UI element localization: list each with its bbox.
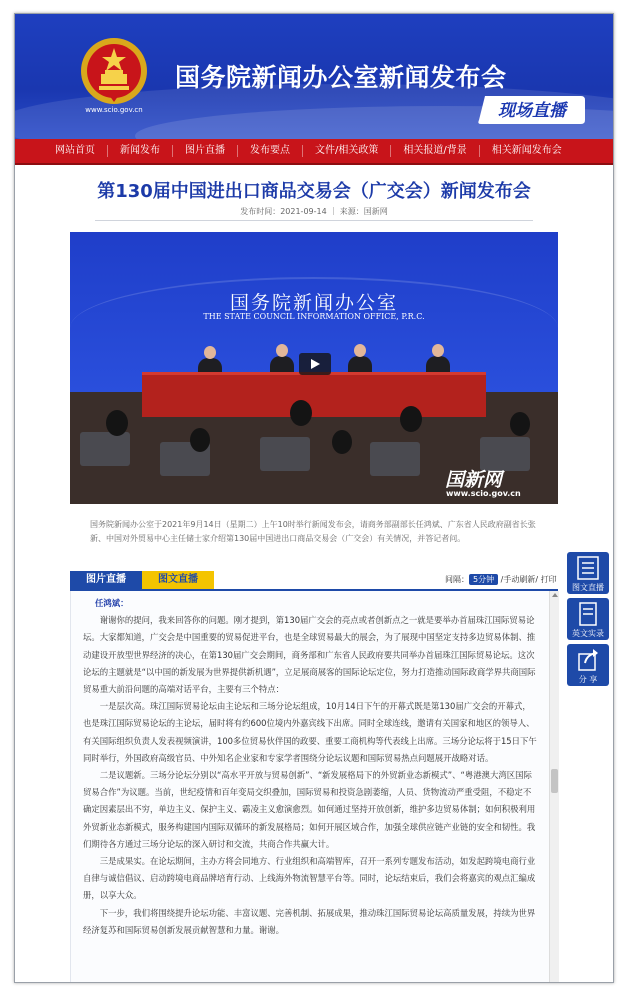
divider	[95, 220, 533, 221]
nav-item-key-points[interactable]: 发布要点	[238, 145, 303, 157]
scroll-thumb[interactable]	[551, 769, 558, 793]
watermark-logo: 国新网	[445, 469, 503, 491]
side-toolbar	[567, 552, 609, 690]
share-button[interactable]	[567, 644, 609, 686]
page-frame	[14, 13, 614, 983]
transcript-text	[83, 595, 538, 939]
national-emblem-icon	[79, 36, 149, 106]
tab-text-live[interactable]: 图文直播	[142, 571, 214, 589]
transcript-paragraph: 三是成果实。在论坛期间，主办方将会同地方、行业组织和高端智库，召开一系列专题发布活动，如发起跨境电商行业自律与诚信倡议、启动跨境电商品牌培育行动、上线海外物流智慧平台等。同时，论坛结束后，我们会将嘉宾的观点汇编成册，以享大众。	[83, 856, 536, 901]
video-caption: 国务院新闻办公室于2021年9月14日（星期二）上午10时举行新闻发布会，请商务部副部长任鸿斌、广东省人民政府副省长张新、中国对外贸易中心主任储士家介绍第130届中国进出口商品交易会（广交会）有关情况，并答记者问。	[90, 520, 536, 543]
live-tabs	[70, 571, 558, 591]
nav-item-home[interactable]: 网站首页	[15, 145, 108, 157]
nav-item-news-release[interactable]: 新闻发布	[108, 145, 173, 157]
watermark-url: www.scio.gov.cn	[446, 489, 521, 498]
share-icon	[577, 648, 599, 672]
transcript-paragraph: 一是层次高。珠江国际贸易论坛由主论坛和三场分论坛组成，10月14日下午的开幕式既是第130届广交会的开幕式，也是珠江国际贸易论坛的主论坛，届时将有约600位境内外嘉宾线下出席。同时全球连线，邀请有关国家和地区的领导人、有关国际组织负责人发表视频演讲，100多位贸易伙伴国的政要、重要工商机构等代表线上出席。三场分论坛将于15日下午同时举行，外国政府高级官员、中外知名企业家和专家学者围绕分论坛议题和国际贸易热点问题展开战略对话。	[83, 701, 537, 763]
share-label: 分 享	[578, 675, 598, 684]
live-label: 现场直播	[498, 101, 566, 121]
transcript-paragraph: 下一步，我们将围绕提升论坛功能、丰富议题、完善机制、拓展成果，推动珠江国际贸易论坛高质量发展，持续为世界经济复苏和国际贸易创新发展贡献智慧和力量。谢谢。	[83, 907, 536, 935]
video-player[interactable]	[70, 232, 558, 504]
page-title: 第130届中国进出口商品交易会（广交会）新闻发布会	[97, 181, 531, 202]
refresh-tools	[445, 574, 557, 585]
emblem-url: www.scio.gov.cn	[85, 106, 143, 114]
audience-head	[190, 428, 210, 452]
live-badge	[477, 94, 587, 126]
audience-head	[290, 400, 312, 426]
audience-seat	[260, 437, 310, 471]
text-live-label: 图文直播	[572, 583, 604, 592]
audience-head	[400, 406, 422, 432]
english-transcript-button[interactable]	[567, 598, 609, 640]
main-nav	[15, 139, 613, 165]
interval-label: 间隔：	[445, 575, 469, 584]
nav-item-photo-live[interactable]: 图片直播	[173, 145, 238, 157]
hall-name-en: THE STATE COUNCIL INFORMATION OFFICE, P.R.C.	[203, 312, 425, 321]
transcript-paragraph: 二是议题新。三场分论坛分别以“高水平开放与贸易创新”、“新发展格局下的外贸新业态新模式”、“粤港澳大湾区国际贸易合作”为议题。当前，世纪疫情和百年变局交织叠加，国际贸易和投资急剧萎缩，人员、货物流动严重受阻，不稳定不确定因素层出不穷，单边主义、保护主义、霸凌主义愈演愈烈。如何通过坚持开放创新，维护多边贸易体制；如何积极利用外贸新业态新模式，服务构建国内国际双循环的新发展格局；如何开展区域合作，加强全球供应链产业链的安全和韧性。我们期待各方通过三场分论坛的深入研讨和交流，共商合作共赢大计。	[83, 770, 536, 849]
scroll-up-icon[interactable]	[551, 592, 558, 599]
header-banner	[15, 14, 613, 139]
nav-item-reports[interactable]: 相关报道/背景	[391, 145, 479, 157]
transcript-scrollbar[interactable]	[549, 591, 559, 982]
banner-title: 国务院新闻办公室新闻发布会	[175, 63, 507, 92]
hall-name-cn: 国务院新闻办公室	[229, 292, 398, 314]
tab-photo-live[interactable]: 图片直播	[70, 571, 142, 589]
list-icon	[577, 556, 599, 580]
nav-item-documents[interactable]: 文件/相关政策	[303, 145, 391, 157]
document-icon	[577, 602, 599, 626]
article-meta: 发布时间：2021-09-14 ｜ 来源：国新网	[240, 207, 388, 216]
speaker-name: 任鸿斌：	[95, 598, 129, 608]
text-live-button[interactable]	[567, 552, 609, 594]
audience-seat	[80, 432, 130, 466]
press-desk	[142, 372, 486, 417]
refresh-print-links[interactable]: /手动刷新/ 打印	[498, 575, 557, 584]
interval-select[interactable]: 5分钟	[469, 574, 498, 585]
audience-head	[106, 410, 128, 436]
english-transcript-label: 英文实录	[572, 629, 604, 638]
transcript-paragraph: 谢谢你的提问，我来回答你的问题。刚才提到，第130届广交会的亮点或者创新点之一就是要举办首届珠江国际贸易论坛。大家都知道，广交会是中国重要的贸易促进平台，也是全球贸易最大的展会，为了展现中国坚定支持多边贸易体制、推动建设开放型世界经济的决心，在第130届广交会期间，商务部和广东省人民政府要共同举办首届珠江国际贸易论坛。这次论坛的主题就是“以中国的新发展为世界提供新机遇”，立足展商展客的国际论坛定位，努力打造推动国际政商学界共商国际贸易重大前沿问题的高端对话平台，主要有三个特点：	[83, 615, 536, 695]
nav-item-related-conferences[interactable]: 相关新闻发布会	[491, 145, 562, 156]
audience-head	[510, 412, 530, 436]
audience-seat	[370, 442, 420, 476]
transcript-panel[interactable]	[70, 591, 559, 982]
audience-head	[332, 430, 352, 454]
play-icon[interactable]	[299, 353, 331, 375]
